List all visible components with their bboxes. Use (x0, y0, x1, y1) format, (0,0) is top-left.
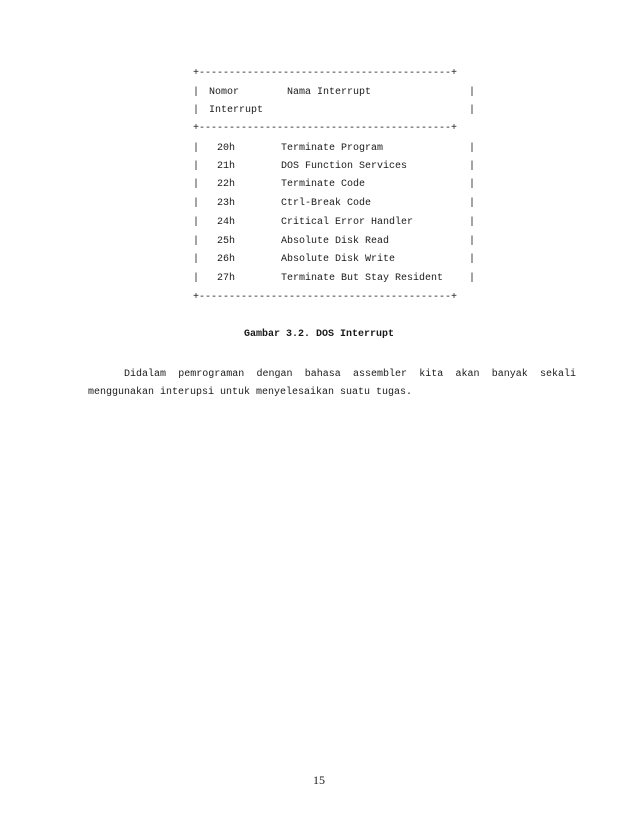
table-bar-left: | (193, 179, 200, 190)
table-bar-right: | (469, 161, 476, 172)
table-bar-left: | (193, 254, 200, 265)
interrupt-name: Absolute Disk Write (281, 254, 396, 265)
interrupt-number: 24h (217, 217, 236, 228)
figure-caption: Gambar 3.2. DOS Interrupt (243, 329, 395, 340)
table-header-row-2 (193, 102, 477, 120)
table-bar-right: | (469, 254, 476, 265)
header-nomor: Nomor (209, 87, 240, 98)
table-row (193, 140, 477, 158)
table-bar-left: | (193, 273, 200, 284)
table-bar-left: | (193, 105, 200, 116)
interrupt-name: Absolute Disk Read (281, 236, 390, 247)
page-number: 15 (313, 773, 325, 787)
body-paragraph (88, 368, 576, 382)
table-row (193, 214, 477, 232)
interrupt-name: DOS Function Services (281, 161, 408, 172)
interrupt-name: Terminate Program (281, 143, 384, 154)
paragraph-line-2: menggunakan interupsi untuk menyelesaikan suatu tugas. (88, 387, 413, 398)
interrupt-number: 21h (217, 161, 236, 172)
table-bar-right: | (469, 217, 476, 228)
interrupt-name: Critical Error Handler (281, 217, 414, 228)
table-bar-right: | (469, 273, 476, 284)
table-row (193, 195, 477, 213)
table-bar-right: | (469, 236, 476, 247)
header-interrupt: Interrupt (209, 105, 264, 116)
paragraph-line-1: Didalam pemrograman dengan bahasa assembler kita akan banyak sekali (124, 369, 576, 380)
table-bar-left: | (193, 236, 200, 247)
interrupt-number: 25h (217, 236, 236, 247)
table-row (193, 158, 477, 176)
table-header-row (193, 84, 477, 102)
interrupt-name: Ctrl-Break Code (281, 198, 372, 209)
interrupt-number: 26h (217, 254, 236, 265)
table-row (193, 176, 477, 194)
body-paragraph-cont (88, 386, 576, 400)
table-bar-right: | (469, 87, 476, 98)
table-border-bottom: +------------------------------------------+ (193, 292, 458, 303)
table-bar-left: | (193, 87, 200, 98)
interrupt-number: 23h (217, 198, 236, 209)
interrupt-name: Terminate Code (281, 179, 366, 190)
table-border-top: +------------------------------------------+ (193, 68, 458, 79)
interrupt-number: 22h (217, 179, 236, 190)
table-bar-left: | (193, 198, 200, 209)
table-row (193, 270, 477, 288)
interrupt-number: 27h (217, 273, 236, 284)
table-bar-left: | (193, 143, 200, 154)
interrupt-name: Terminate But Stay Resident (281, 273, 444, 284)
table-bar-right: | (469, 198, 476, 209)
table-row (193, 233, 477, 251)
table-bar-right: | (469, 105, 476, 116)
header-nama-interrupt: Nama Interrupt (287, 87, 372, 98)
table-bar-left: | (193, 217, 200, 228)
table-bar-left: | (193, 161, 200, 172)
table-bar-right: | (469, 143, 476, 154)
interrupt-number: 20h (217, 143, 236, 154)
table-border-middle: +------------------------------------------+ (193, 123, 458, 134)
table-row (193, 251, 477, 269)
table-bar-right: | (469, 179, 476, 190)
